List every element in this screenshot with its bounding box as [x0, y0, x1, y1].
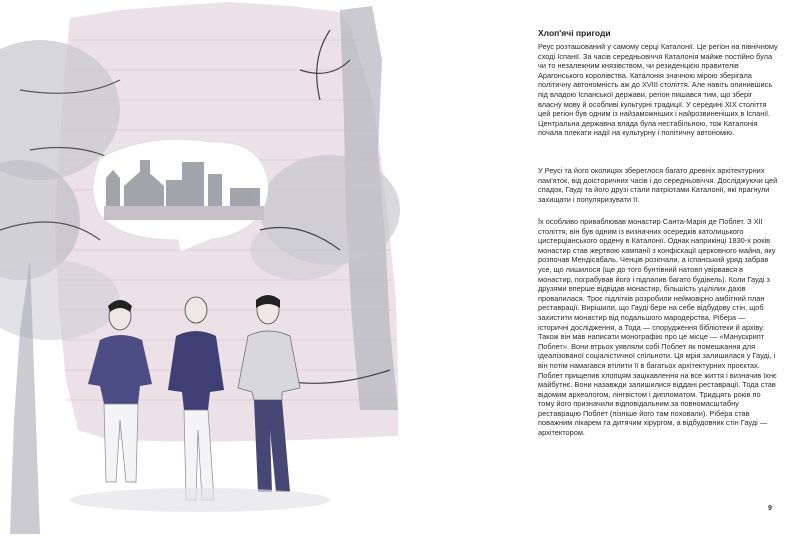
illustration-svg [0, 0, 400, 534]
paragraph-catalonia: Реус розташований у самому серці Каталонії. Це регіон на північному сході Іспанії. За часів середньовіччя Каталонія майже постійно була чи то незалежним князівством, чи резиденцією правителів Арагонського королівства. Каталонія значною мірою зберігала політичну автономність аж до XVIII століття. Але навіть опинившись під владою Іспанської держави, регіон пишався тим, що зберіг власну мову й особливі культурні традиції. У середині XIX століття цей регіон був одним із найзаможніших і найрозвиненіших в Іспанії. Центральна державна влада була нестабільною, тож Каталонія почала плекати надії на культурну і політичну автономію. [538, 42, 778, 138]
page-number: 9 [768, 505, 772, 512]
paragraph-poblet: Їх особливо приваблював монастир Санта-Марія де Поблет. З XII століття, він був одним із визначних осередків католицького цистерціанського ордену в Каталонії. Однак наприкінці 1830-х років монастир став жертвою кампанії з конфіскації церковного майна, яку розпочав Мендісабаль. Ченців розігнали, а іспанський уряд забрав усе, що лишилося (ще до того бунтівний натовп увірвався в монастир, пограбував його і підпалив багато будівель). Коли Гауді з друзями вперше відвідав монастир, більшість уцілілих дахів провалилася. Троє підлітків розробили неймовірно амбітний план реставрації. Вирішили, що Гауді бере на себе відбудову стін, щоб захистити монастир від подальшого мародерства, Рібера — історичні дослідження, а Тода — спорудження бібліотеки й архіву. Також він мав написати монографію про це місце — «Манускрипт Поблет». Вони втрьох уявляли собі Поблет як помешкання для ідеалізованої соціалістичної спільноти. Ця мрія залишилася у Гауді, і він потім намагався втілити її в багатьох архітектурних проєктах. Поблет прищепив хлопцям зацікавлення на все життя і визначив їхнє майбутнє. Вони назавжди залишилися віддані реставрації. Тода став відомим археологом, лінгвістом і дипломатом. Тридцять років по тому його призначили відповідальним за повномасштабну реставрацію Поблет (пізніше його там поховали). Рібера став поважним лікарем та дитячим хірургом, а відбудовник стін Гауді — архітектором. [538, 217, 777, 438]
illustration [0, 0, 400, 534]
paragraph-monuments: У Реусі та його околицях збереглося багато древніх архітектурних пам'яток, від доісторичних часів і до середньовіччя. Досліджуючи цей спадок, Гауді та його друзі стали патріотами Каталонії, які прагнули захищати і популяризувати її. [538, 166, 778, 204]
text-page [400, 0, 800, 534]
chapter-title: Хлоп'ячі пригоди [538, 28, 611, 38]
